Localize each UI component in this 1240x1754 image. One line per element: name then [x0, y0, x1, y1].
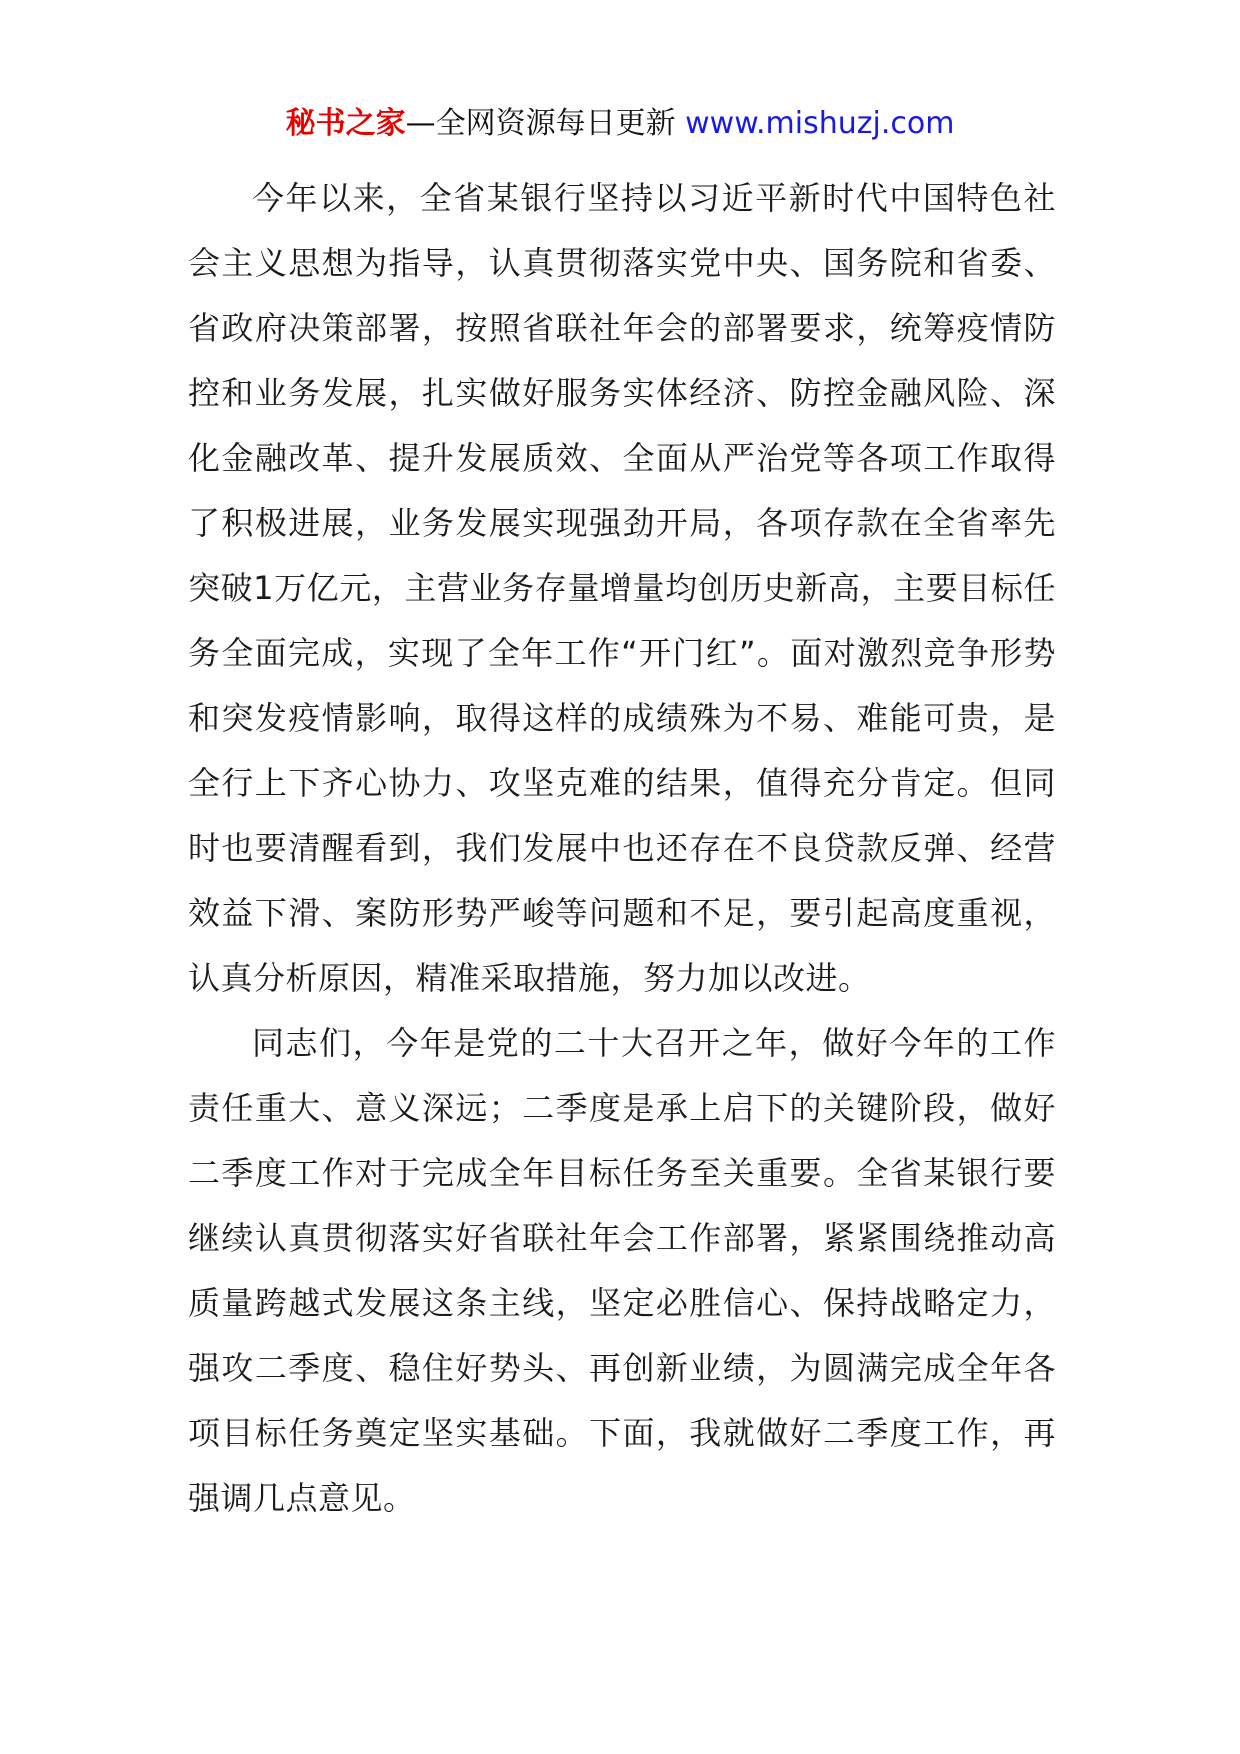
document-body	[188, 166, 1056, 1531]
paragraph-2: 同志们，今年是党的二十大召开之年，做好今年的工作责任重大、意义深远；二季度是承上启下的关键阶段，做好二季度工作对于完成全年目标任务至关重要。全省某银行要继续认真贯彻落实好省联社年会工作部署，紧紧围绕推动高质量跨越式发展这条主线，坚定必胜信心、保持战略定力，强攻二季度、稳住好势头、再创新业绩，为圆满完成全年各项目标任务奠定坚实基础。下面，我就做好二季度工作，再强调几点意见。	[188, 1024, 1056, 1517]
site-header	[0, 100, 1240, 148]
paragraph-1: 今年以来，全省某银行坚持以习近平新时代中国特色社会主义思想为指导，认真贯彻落实党中央、国务院和省委、省政府决策部署，按照省联社年会的部署要求，统筹疫情防控和业务发展，扎实做好服务实体经济、防控金融风险、深化金融改革、提升发展质效、全面从严治党等各项工作取得了积极进展，业务发展实现强劲开局，各项存款在全省率先突破1万亿元，主营业务存量增量均创历史新高，主要目标任务全面完成，实现了全年工作“开门红”。面对激烈竞争形势和突发疫情影响，取得这样的成绩殊为不易、难能可贵，是全行上下齐心协力、攻坚克难的结果，值得充分肯定。但同时也要清醒看到，我们发展中也还存在不良贷款反弹、经营效益下滑、案防形势严峻等问题和不足，要引起高度重视，认真分析原因，精准采取措施，努力加以改进。	[188, 179, 1056, 997]
header-slogan: —全网资源每日更新	[405, 106, 686, 141]
site-url-link[interactable]: www.mishuzj.com	[685, 106, 955, 141]
brand-name: 秘书之家	[285, 106, 406, 141]
